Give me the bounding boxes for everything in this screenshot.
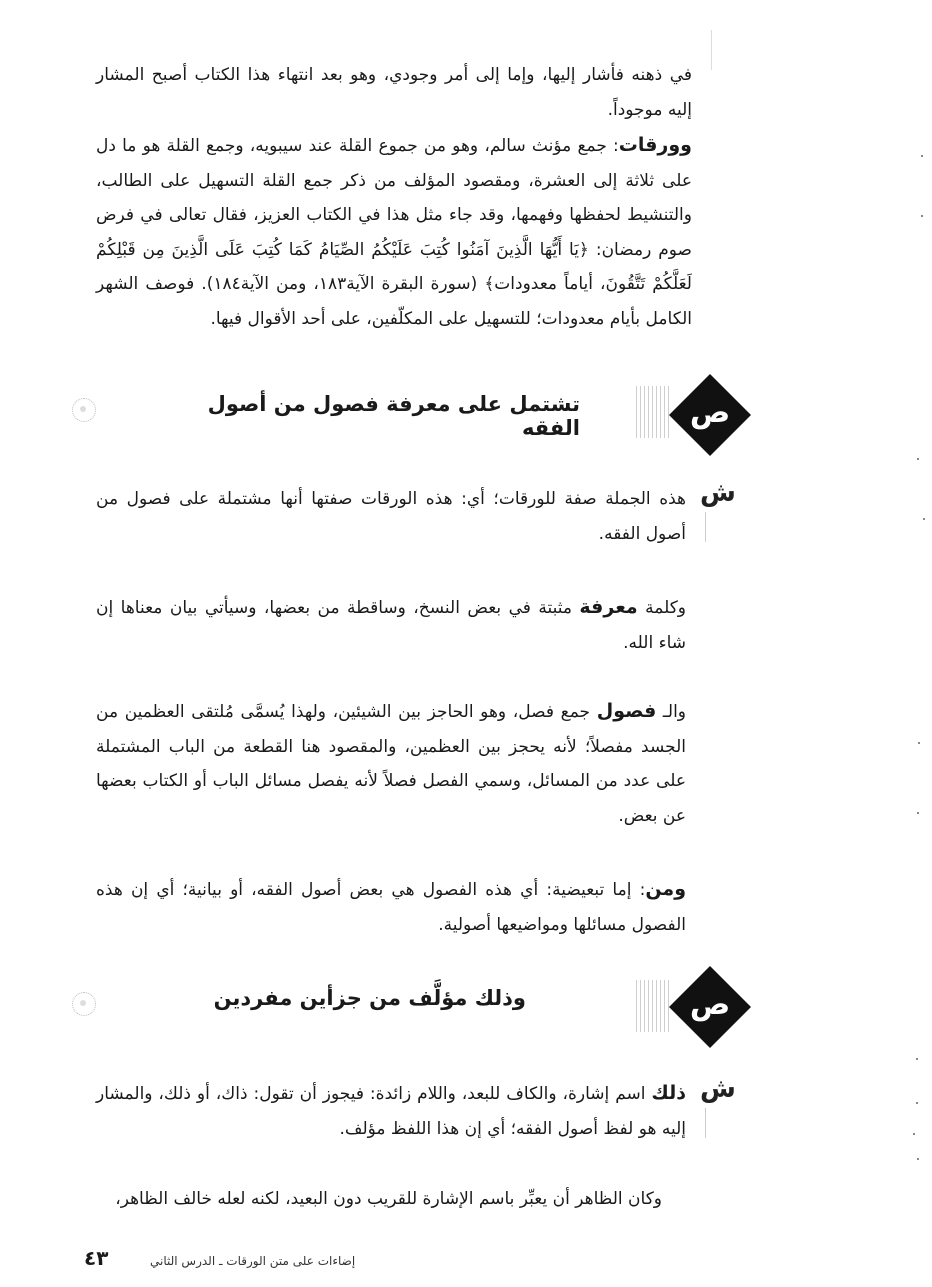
term-waraqat: وورقات xyxy=(618,134,692,156)
scan-speck xyxy=(918,742,920,744)
paragraph-1-text: في ذهنه فأشار إليها، وإما إلى أمر وجودي، وهو بعد انتهاء هذا الكتاب أصبح المشار إليه موجوداً. xyxy=(96,65,692,120)
paragraph-7-text: اسم إشارة، والكاف للبعد، واللام زائدة: فيجوز أن تقول: ذاك، أو ذلك، والمشار إليه هو لفظ أصول الفقه؛ أي إن هذا اللفظ مؤلف. xyxy=(96,1084,686,1139)
sharh-line xyxy=(705,512,706,542)
heading-bars-decoration xyxy=(636,386,672,438)
sharh-line xyxy=(705,1108,706,1138)
margin-line xyxy=(711,30,712,70)
paragraph-8-text: وكان الظاهر أن يعبِّر باسم الإشارة للقريب دون البعيد، لكنه لعله خالف الظاهر، xyxy=(115,1189,662,1209)
scan-speck xyxy=(916,1102,918,1104)
sharh-marker: ش xyxy=(700,1074,736,1104)
paragraph-1 xyxy=(96,58,692,127)
term-min: ومن xyxy=(645,878,686,900)
heading-bars-decoration xyxy=(636,980,672,1032)
term-fusul: فصول xyxy=(596,700,657,722)
section-heading-2: وذلك مؤلَّف من جزأين مفردين xyxy=(213,986,526,1010)
running-title: إضاءات على متن الورقات ـ الدرس الثاني xyxy=(150,1254,356,1268)
paragraph-2-text: : جمع مؤنث سالم، وهو من جموع القلة عند سيبويه، وجمع القلة هو ما دل على ثلاثة إلى العشرة، ومقصود المؤلف من ذكر جمع القلة التسهيل على الطالب، والتنشيط لحفظها وفهمها، وقد جاء مثل هذا في الكتاب العزيز، فقال تعالى في فرض صوم رمضان: ﴿يَا أَيُّهَا الَّذِينَ آمَنُوا كُتِبَ عَلَيْكُمُ الصِّيَامُ كَمَا كُتِبَ عَلَى الَّذِينَ مِن قَبْلِكُمْ لَعَلَّكُمْ تَتَّقُونَ، أياماً معدودات﴾ (سورة البقرة الآية١٨٣، ومن الآية١٨٤). فوصف الشهر الكامل بأيام معدودات؛ للتسهيل على المكلّفين، على أحد الأقوال فيها. xyxy=(96,136,692,329)
paragraph-3-text: هذه الجملة صفة للورقات؛ أي: هذه الورقات صفتها أنها مشتملة على فصول من أصول الفقه. xyxy=(96,489,686,544)
text-marker-letter: ص xyxy=(689,987,731,1022)
scan-speck xyxy=(921,215,923,217)
ornament-icon xyxy=(72,398,96,422)
scan-speck xyxy=(913,1133,915,1135)
paragraph-2 xyxy=(96,128,692,336)
paragraph-5 xyxy=(96,694,686,833)
scan-speck xyxy=(916,1058,918,1060)
paragraph-4 xyxy=(96,590,686,660)
sharh-marker: ش xyxy=(700,478,736,508)
scan-speck xyxy=(923,518,925,520)
scan-speck xyxy=(917,458,919,460)
paragraph-8 xyxy=(96,1182,662,1217)
paragraph-6 xyxy=(96,872,686,942)
section-heading-1: تشتمل على معرفة فصول من أصول الفقه xyxy=(207,392,580,440)
paragraph-7 xyxy=(96,1076,686,1146)
page-number: ٤٣ xyxy=(84,1246,109,1270)
paragraph-4-text: مثبتة في بعض النسخ، وساقطة من بعضها، وسيأتي بيان معناها إن شاء الله. xyxy=(96,598,686,653)
paragraph-6-text: : إما تبعيضية: أي هذه الفصول هي بعض أصول الفقه، أو بيانية؛ أي إن هذه الفصول مسائلها ومواضيعها أصولية. xyxy=(96,880,686,935)
text-marker-letter: ص xyxy=(689,395,731,430)
paragraph-5-text: جمع فصل، وهو الحاجز بين الشيئين، ولهذا يُسمَّى مُلتقى العظمين من الجسد مفصلاً؛ لأنه يحجز بين العظمين، والمقصود هنا القطعة من الباب المشتملة على عدد من المسائل، وسمي الفصل فصلاً لأنه يفصل مسائل الباب أو الكتاب بعضها عن بعض. xyxy=(96,702,686,826)
ornament-icon xyxy=(72,992,96,1016)
term-marifa: معرفة xyxy=(579,596,638,618)
paragraph-5-pre: والـ xyxy=(656,702,687,722)
paragraph-4-pre: وكلمة xyxy=(637,598,687,618)
scan-speck xyxy=(917,1158,919,1160)
scan-speck xyxy=(921,155,923,157)
term-dhalika: ذلك xyxy=(651,1082,686,1104)
scan-speck xyxy=(917,812,919,814)
paragraph-3 xyxy=(96,482,686,551)
